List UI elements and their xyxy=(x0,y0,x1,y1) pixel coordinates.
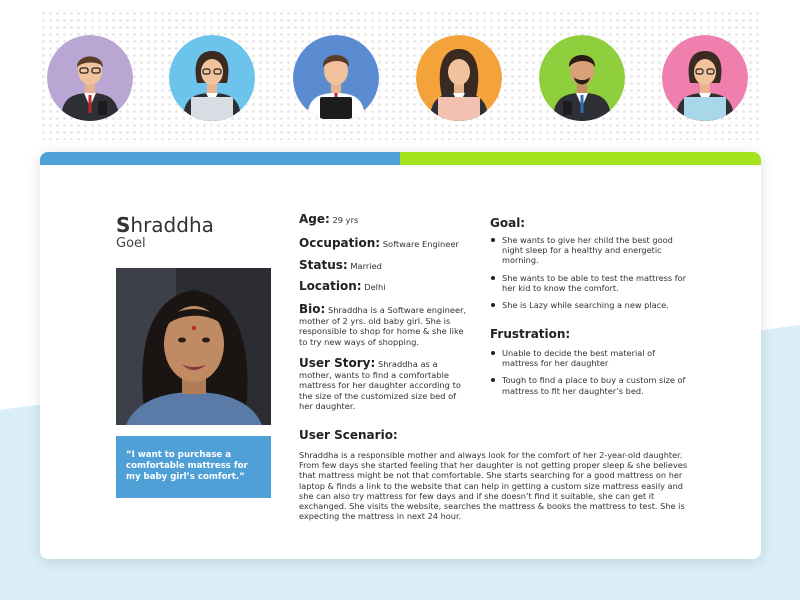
status-field: Status: Married xyxy=(299,258,382,272)
avatar-woman-laptop-orange xyxy=(416,35,502,121)
frustration-item: Unable to decide the best material of mattress for her daughter xyxy=(490,348,690,368)
goal-list xyxy=(490,235,690,310)
goal-item: She is Lazy while searching a new place. xyxy=(490,300,690,310)
avatar-woman-laptop-blue xyxy=(169,35,255,121)
card-accent-bar-green xyxy=(400,152,761,165)
frustration-item: Tough to find a place to buy a custom size of mattress to fit her daughter’s bed. xyxy=(490,375,690,395)
location-field: Location: Delhi xyxy=(299,279,386,293)
goal-heading: Goal: xyxy=(490,216,526,230)
scenario-heading: User Scenario: xyxy=(299,428,398,442)
persona-card xyxy=(40,152,761,559)
avatar-woman-laptop-pink xyxy=(662,35,748,121)
goal-item: She wants to be able to test the mattress for her kid to know the comfort. xyxy=(490,273,690,293)
persona-first-name: Shraddha xyxy=(116,213,214,237)
persona-photo xyxy=(116,268,271,425)
avatar-bearded-man-phone xyxy=(539,35,625,121)
persona-quote: “I want to purchase a comfortable mattress for my baby girl’s comfort.” xyxy=(116,436,271,498)
frustration-heading: Frustration: xyxy=(490,327,571,341)
occupation-field: Occupation: Software Engineer xyxy=(299,236,459,250)
persona-last-name: Goel xyxy=(116,236,146,251)
scenario-text: Shraddha is a responsible mother and always look for the comfort of her 2-year-old daughter. From few days she started feeling that her daughter is not getting proper sleep & she believes that mattress might be not that comfortable. She starts searching for a good mattress on her laptop & finds a link to the website that can help in getting a custom size mattress easily and she can also try mattress for few days and if she doesn’t find it suitable, she can get it exchanged. She visits the website, searches the mattress & books the mattress to test. She is expecting the mattress in next 24 hour. xyxy=(299,450,688,522)
age-field: Age: 29 yrs xyxy=(299,212,359,226)
card-accent-bar-blue xyxy=(40,152,400,165)
avatar-businessman-phone xyxy=(47,35,133,121)
bio-field: Bio: Shraddha is a Software engineer, mother of 2 yrs. old baby girl. She is responsible to shop for home & she like to try new ways of shopping. xyxy=(299,302,467,347)
avatar-man-tablet xyxy=(293,35,379,121)
goal-item: She wants to give her child the best good night sleep for a healthy and energetic morning. xyxy=(490,235,690,266)
frustration-list xyxy=(490,348,690,396)
user-story-field: User Story: Shraddha as a mother, wants to find a comfortable mattress for her daughter according to the size of the customized size bed of her daughter. xyxy=(299,356,461,411)
world-map-dots xyxy=(40,10,760,140)
